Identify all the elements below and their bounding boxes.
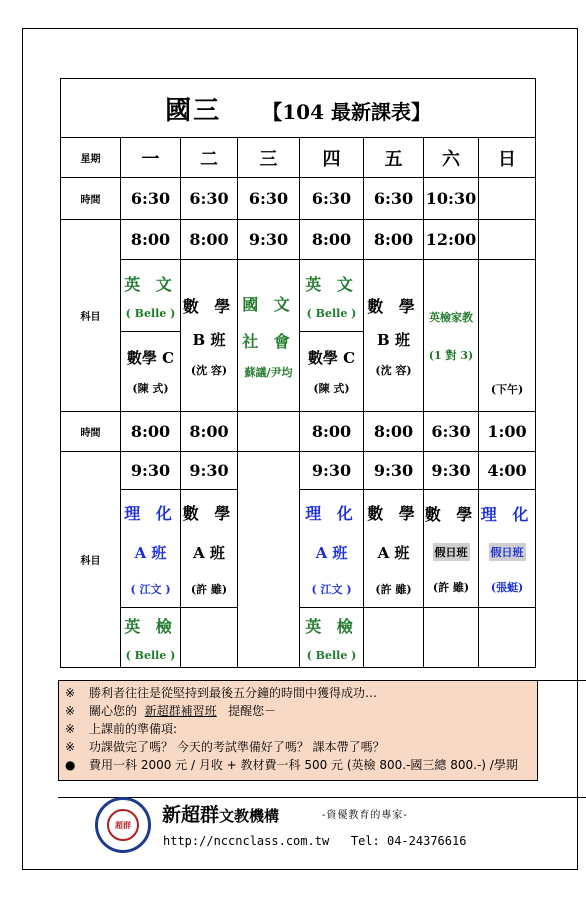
teacher-name: (沈 容) xyxy=(190,363,228,377)
empty-cell xyxy=(181,608,238,668)
divider xyxy=(538,680,586,681)
class-cell xyxy=(300,490,364,608)
course-name: 理 化 xyxy=(124,503,177,523)
teacher-name: ( Belle ) xyxy=(125,648,176,662)
start-time: 8:00 xyxy=(121,220,181,260)
contact-info xyxy=(163,834,466,848)
teacher-name: ( 江文 ) xyxy=(130,582,171,596)
time-cell: 10:30 xyxy=(424,178,479,220)
course-name: 英 檢 xyxy=(305,616,358,636)
time-cell: 6:30 xyxy=(364,178,424,220)
course-name-2: 社 會 xyxy=(242,331,295,351)
day-header: 六 xyxy=(424,138,479,178)
course-name: 數學 C xyxy=(307,349,356,367)
time-cell: 8:00 xyxy=(181,412,238,452)
start-time: 9:30 xyxy=(121,452,181,490)
fee-line: ● 費用一科 2000 元 / 月收 + 教材費一科 500 元 (英檢 800.-國三總 800.-) /學期 xyxy=(65,758,518,772)
time-cell: 8:00 xyxy=(121,412,181,452)
website-url: http://nccnclass.com.tw xyxy=(163,834,330,848)
course-name: 數 學 xyxy=(367,296,420,316)
note-line: ※ 勝利者往往是從堅持到最後五分鐘的時間中獲得成功… xyxy=(65,686,378,700)
teacher-name: ( Belle ) xyxy=(306,306,357,320)
class-cell xyxy=(479,260,536,412)
start-time: 8:00 xyxy=(181,220,238,260)
teacher-name: ( Belle ) xyxy=(306,648,357,662)
class-cell xyxy=(424,490,479,608)
course-name: 英檢家教 xyxy=(429,310,473,324)
telephone: Tel: 04-24376616 xyxy=(350,834,467,848)
slogan: -資優教育的專家- xyxy=(322,810,408,821)
class-cell xyxy=(479,490,536,608)
course-name: 理 化 xyxy=(305,503,358,523)
afternoon-note: (下午) xyxy=(490,383,524,396)
time-cell: 6:30 xyxy=(181,178,238,220)
start-time xyxy=(479,220,536,260)
teacher-name: (許 雖) xyxy=(190,582,228,596)
class-name: B 班 xyxy=(192,330,226,349)
class-cell xyxy=(424,260,479,412)
day-header: 五 xyxy=(364,138,424,178)
day-header: 日 xyxy=(479,138,536,178)
schedule-table xyxy=(60,78,536,668)
class-cell xyxy=(181,490,238,608)
subject-label: 科目 xyxy=(61,452,121,668)
teacher-name: ( 江文 ) xyxy=(311,582,352,596)
day-header: 一 xyxy=(121,138,181,178)
empty-cell xyxy=(479,608,536,668)
course-name: 理 化 xyxy=(480,505,534,524)
class-name: A 班 xyxy=(315,543,348,562)
class-name: A 班 xyxy=(193,543,225,562)
grade-title: 國三 xyxy=(165,95,222,126)
start-time: 4:00 xyxy=(479,452,536,490)
class-cell xyxy=(121,332,181,412)
day-header: 三 xyxy=(238,138,300,178)
school-logo xyxy=(95,797,151,853)
note-line: ※ 關心您的 新超群補習班 提醒您－ xyxy=(65,704,277,718)
start-time: 9:30 xyxy=(364,452,424,490)
time-cell: 1:00 xyxy=(479,412,536,452)
subject-label: 科目 xyxy=(61,220,121,412)
teacher-name: ( Belle ) xyxy=(125,306,176,320)
start-time: 9:30 xyxy=(238,220,300,260)
class-name: A 班 xyxy=(134,543,167,562)
time-label: 時間 xyxy=(61,412,121,452)
school-name-link: 新超群補習班 xyxy=(144,704,217,718)
day-header: 二 xyxy=(181,138,238,178)
day-header: 四 xyxy=(300,138,364,178)
start-time: 9:30 xyxy=(181,452,238,490)
teacher-name: (陳 式) xyxy=(132,382,169,395)
start-time: 9:30 xyxy=(424,452,479,490)
start-time: 8:00 xyxy=(300,220,364,260)
class-name: 假日班 xyxy=(489,543,526,561)
time-cell: 6:30 xyxy=(121,178,181,220)
class-cell xyxy=(121,260,181,332)
class-cell xyxy=(300,332,364,412)
teacher-name: (許 雖) xyxy=(375,582,412,596)
course-name: 數 學 xyxy=(424,505,478,524)
teacher-name: (陳 式) xyxy=(313,382,350,395)
day-label: 星期 xyxy=(61,138,121,178)
time-cell: 8:00 xyxy=(300,412,364,452)
class-name: 假日班 xyxy=(433,543,470,561)
teacher-name: (1 對 3) xyxy=(428,348,474,362)
time-label: 時間 xyxy=(61,178,121,220)
teacher-name: (張蜓) xyxy=(490,581,524,594)
class-cell xyxy=(181,260,238,412)
empty-cell xyxy=(364,608,424,668)
time-cell xyxy=(479,178,536,220)
divider xyxy=(538,797,586,798)
course-name: 英 文 xyxy=(305,274,358,294)
course-name: 英 文 xyxy=(124,274,177,294)
note-line: ※ 上課前的準備項: xyxy=(65,722,178,736)
empty-cell xyxy=(424,608,479,668)
teacher-name: (許 雖) xyxy=(432,581,470,594)
class-cell xyxy=(300,608,364,668)
class-cell xyxy=(300,260,364,332)
time-cell: 8:00 xyxy=(364,412,424,452)
class-cell xyxy=(238,260,300,412)
time-cell: 6:30 xyxy=(300,178,364,220)
schedule-title xyxy=(61,79,536,138)
course-name: 英 檢 xyxy=(124,616,177,636)
note-line: ※ 功課做完了嗎？ 今天的考試準備好了嗎？ 課本帶了嗎？ xyxy=(65,740,385,754)
time-cell xyxy=(238,412,300,452)
logo-emblem-icon: 超群 xyxy=(107,809,139,841)
course-name: 數 學 xyxy=(182,296,236,316)
course-name: 數 學 xyxy=(182,503,236,523)
course-name: 數學 C xyxy=(126,349,175,367)
brand-name: 新超群文教機構 xyxy=(162,804,280,826)
schedule-subtitle: 【104 最新課表】 xyxy=(262,99,431,124)
teacher-name: (沈 容) xyxy=(375,363,412,377)
start-time: 8:00 xyxy=(364,220,424,260)
class-cell xyxy=(121,608,181,668)
notes-box xyxy=(58,680,538,781)
course-name: 數 學 xyxy=(367,503,420,523)
class-cell xyxy=(364,490,424,608)
time-cell: 6:30 xyxy=(238,178,300,220)
class-cell xyxy=(121,490,181,608)
empty-cell xyxy=(238,452,300,668)
course-name: 國 文 xyxy=(242,294,295,314)
class-name: B 班 xyxy=(377,330,410,349)
class-name: A 班 xyxy=(377,543,410,562)
class-cell xyxy=(364,260,424,412)
start-time: 12:00 xyxy=(424,220,479,260)
start-time: 9:30 xyxy=(300,452,364,490)
time-cell: 6:30 xyxy=(424,412,479,452)
teacher-name: 蘇議/尹均 xyxy=(244,365,293,379)
